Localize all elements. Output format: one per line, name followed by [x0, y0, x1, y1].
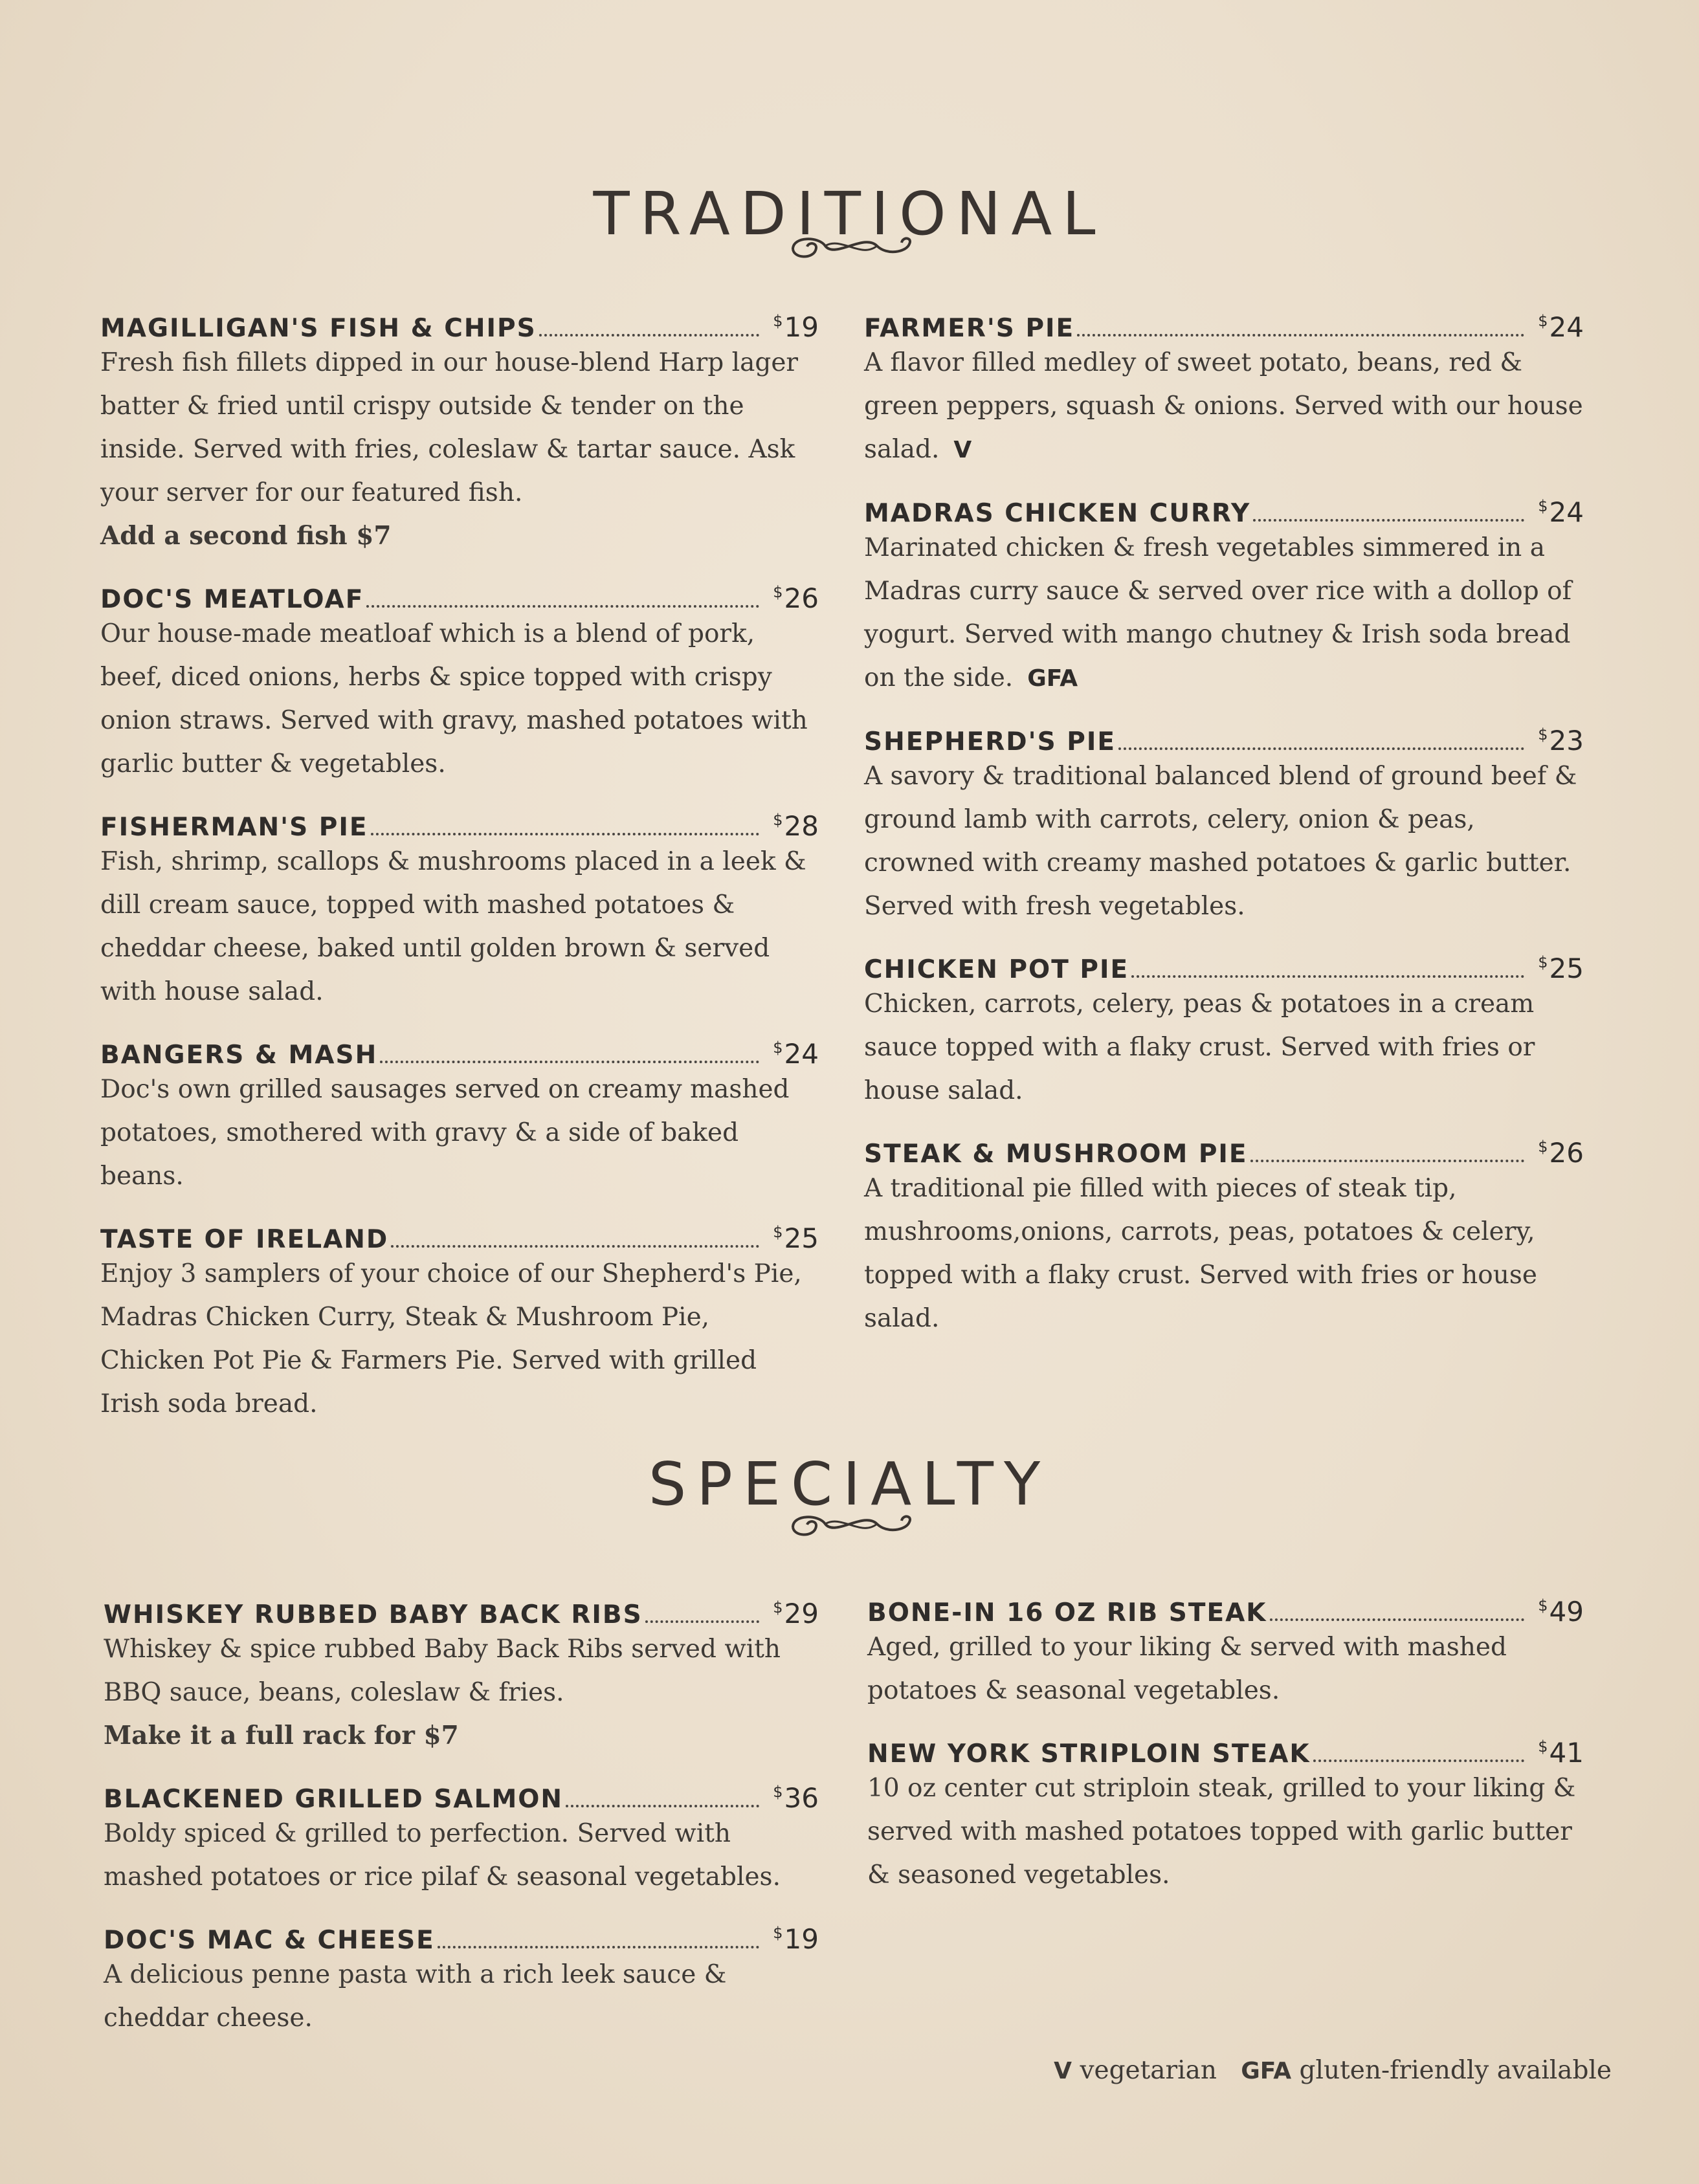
traditional-title: TRADITIONAL [593, 179, 1106, 248]
menu-item-header [100, 301, 819, 341]
menu-item-name: FISHERMAN'S PIE [100, 813, 368, 842]
currency-symbol: $ [773, 1783, 783, 1801]
menu-item-price [1533, 942, 1584, 989]
menu-item-addon-note: Make it a full rack for $7 [104, 1721, 459, 1750]
menu-item [100, 1212, 819, 1426]
price-value: 28 [784, 810, 819, 842]
dot-leader [1077, 334, 1524, 336]
menu-item-header [104, 1587, 819, 1627]
scroll-flourish-icon [780, 223, 922, 269]
scroll-flourish-icon [780, 1501, 922, 1547]
price-value: 24 [784, 1038, 819, 1070]
menu-item-name: WHISKEY RUBBED BABY BACK RIBS [104, 1600, 643, 1629]
menu-item-name: BONE-IN 16 OZ RIB STEAK [867, 1598, 1267, 1627]
price-value: 29 [784, 1598, 819, 1629]
menu-item [867, 1726, 1584, 1897]
menu-item [864, 1127, 1584, 1340]
description-text: Marinated chicken & fresh vegetables simmered in a Madras curry sauce & served over rice with a dollop of yogurt. Served with mango chutney & Irish soda bread on the side. [864, 533, 1572, 692]
dot-leader [366, 605, 759, 608]
price-value: 36 [784, 1782, 819, 1814]
legend-v-code: V [1054, 2058, 1072, 2084]
menu-item-description [864, 755, 1584, 928]
menu-item-name: DOC'S MAC & CHEESE [104, 1926, 435, 1955]
legend-gfa-text: gluten-friendly available [1299, 2056, 1612, 2085]
menu-item-description [100, 612, 819, 786]
description-text: Boldy spiced & grilled to perfection. Served with mashed potatoes or rice pilaf & seasonal vegetables. [104, 1819, 781, 1892]
traditional-left-column [100, 301, 819, 1440]
menu-item-description [104, 1812, 819, 1899]
menu-item-price [768, 1772, 819, 1818]
menu-item [104, 1772, 819, 1899]
menu-item-header [864, 301, 1584, 341]
menu-item-name: BLACKENED GRILLED SALMON [104, 1785, 564, 1814]
traditional-right-column [864, 301, 1584, 1354]
menu-item-description [100, 341, 819, 514]
price-value: 25 [1549, 953, 1584, 984]
menu-item-header [104, 1772, 819, 1812]
menu-item-name: TASTE OF IRELAND [100, 1225, 389, 1254]
menu-item [864, 486, 1584, 700]
dot-leader [371, 833, 759, 835]
currency-symbol: $ [1538, 1596, 1548, 1615]
description-text: 10 oz center cut striploin steak, grilled to your liking & served with mashed potatoes topped with garlic butter & seasoned vegetables. [867, 1774, 1576, 1890]
currency-symbol: $ [773, 583, 783, 601]
currency-symbol: $ [1538, 725, 1548, 744]
price-value: 24 [1549, 496, 1584, 528]
dot-leader [539, 334, 759, 336]
menu-item-description [100, 1068, 819, 1198]
menu-item-description [867, 1626, 1584, 1712]
currency-symbol: $ [1538, 497, 1548, 515]
dot-leader [438, 1946, 759, 1948]
description-text: A delicious penne pasta with a rich leek sauce & cheddar cheese. [104, 1960, 727, 2033]
menu-item-addon-note: Add a second fish $7 [100, 521, 392, 551]
menu-item [100, 572, 819, 786]
menu-item-name: MAGILLIGAN'S FISH & CHIPS [100, 314, 537, 343]
menu-item-price [1533, 1127, 1584, 1173]
menu-item [100, 800, 819, 1013]
price-value: 19 [784, 311, 819, 343]
menu-item-description [864, 526, 1584, 700]
menu-item-name: NEW YORK STRIPLOIN STEAK [867, 1739, 1311, 1769]
dietary-tag: V [953, 437, 972, 463]
menu-item-header [864, 714, 1584, 755]
price-value: 24 [1549, 311, 1584, 343]
menu-item-price [1533, 1585, 1584, 1632]
dot-leader [1250, 1160, 1524, 1162]
dot-leader [1118, 747, 1524, 750]
legend-v-text: vegetarian [1080, 2056, 1217, 2085]
dot-leader [1253, 519, 1524, 522]
menu-item-description [864, 1167, 1584, 1340]
description-text: Fish, shrimp, scallops & mushrooms placed in a leek & dill cream sauce, topped with mashed potatoes & cheddar cheese, baked until golden brown & served with house salad. [100, 847, 806, 1006]
menu-item-description [104, 1627, 819, 1714]
currency-symbol: $ [1538, 1138, 1548, 1156]
menu-item [104, 1587, 819, 1758]
currency-symbol: $ [773, 312, 783, 330]
currency-symbol: $ [773, 1039, 783, 1057]
dot-leader [566, 1805, 759, 1807]
menu-item-header [100, 572, 819, 612]
menu-item-price [768, 572, 819, 619]
menu-item-description [100, 840, 819, 1013]
menu-item-description [104, 1953, 819, 2040]
menu-item-price [1533, 301, 1584, 347]
menu-item [104, 1913, 819, 2040]
description-text: Doc's own grilled sausages served on creamy mashed potatoes, smothered with gravy & a side of baked beans. [100, 1075, 790, 1191]
dot-leader [645, 1620, 759, 1623]
specialty-right-column [867, 1585, 1584, 1911]
dot-leader [1131, 975, 1524, 978]
menu-item-header [864, 942, 1584, 982]
price-value: 26 [784, 582, 819, 614]
description-text: A savory & traditional balanced blend of ground beef & ground lamb with carrots, celery, onion & peas, crowned with creamy mashed potatoes & garlic butter. Served with fresh vegetables. [864, 762, 1577, 921]
currency-symbol: $ [1538, 953, 1548, 971]
menu-item-header [100, 1212, 819, 1252]
currency-symbol: $ [1538, 1737, 1548, 1756]
menu-item-name: STEAK & MUSHROOM PIE [864, 1140, 1248, 1169]
menu-item-description [864, 341, 1584, 472]
menu-item-name: DOC'S MEATLOAF [100, 585, 364, 614]
menu-item-price [768, 1913, 819, 1959]
menu-item-header [100, 1028, 819, 1068]
description-text: Chicken, carrots, celery, peas & potatoes in a cream sauce topped with a flaky crust. Served with fries or house salad. [864, 989, 1535, 1105]
menu-item-header [104, 1913, 819, 1953]
description-text: A traditional pie filled with pieces of steak tip, mushrooms,onions, carrots, peas, potatoes & celery, topped with a flaky crust. Served with fries or house salad. [864, 1174, 1537, 1333]
legend-gfa-code: GFA [1241, 2058, 1292, 2084]
menu-item-header [867, 1585, 1584, 1626]
price-value: 25 [784, 1222, 819, 1254]
menu-item-header [867, 1726, 1584, 1767]
menu-item-name: CHICKEN POT PIE [864, 955, 1129, 984]
menu-item [100, 301, 819, 558]
currency-symbol: $ [773, 1924, 783, 1942]
price-value: 26 [1549, 1137, 1584, 1169]
menu-item [100, 1028, 819, 1198]
menu-item [864, 714, 1584, 928]
price-value: 19 [784, 1923, 819, 1955]
description-text: A flavor filled medley of sweet potato, beans, red & green peppers, squash & onions. Served with our house salad. [864, 348, 1583, 464]
menu-item-header [864, 486, 1584, 526]
description-text: Our house-made meatloaf which is a blend of pork, beef, diced onions, herbs & spice topped with crispy onion straws. Served with gravy, mashed potatoes with garlic butter & vegetables. [100, 619, 808, 778]
menu-legend [1054, 2051, 1612, 2091]
dot-leader [1270, 1618, 1524, 1621]
description-text: Aged, grilled to your liking & served with mashed potatoes & seasonal vegetables. [867, 1633, 1507, 1705]
dot-leader [380, 1061, 759, 1063]
currency-symbol: $ [773, 1598, 783, 1616]
specialty-left-column [104, 1587, 819, 2054]
price-value: 49 [1549, 1596, 1584, 1627]
menu-item-name: SHEPHERD'S PIE [864, 727, 1116, 756]
specialty-title: SPECIALTY [648, 1449, 1051, 1519]
menu-item [864, 301, 1584, 472]
description-text: Fresh fish fillets dipped in our house-blend Harp lager batter & fried until crispy outside & tender on the inside. Served with fries, coleslaw & tartar sauce. Ask your server for our featured fish. [100, 348, 799, 507]
menu-item-description [100, 1252, 819, 1426]
description-text: Enjoy 3 samplers of your choice of our Shepherd's Pie, Madras Chicken Curry, Steak & Mushroom Pie, Chicken Pot Pie & Farmers Pie. Served with grilled Irish soda bread. [100, 1259, 802, 1418]
menu-item-name: MADRAS CHICKEN CURRY [864, 499, 1251, 528]
menu-item-header [864, 1127, 1584, 1167]
currency-symbol: $ [773, 1223, 783, 1241]
price-value: 23 [1549, 725, 1584, 756]
menu-item-name: BANGERS & MASH [100, 1041, 378, 1070]
menu-item [867, 1585, 1584, 1712]
dietary-tag: GFA [1027, 665, 1078, 692]
menu-item [864, 942, 1584, 1112]
price-value: 41 [1549, 1737, 1584, 1769]
currency-symbol: $ [773, 811, 783, 829]
menu-item-header [100, 800, 819, 840]
menu-item-description [864, 982, 1584, 1112]
description-text: Whiskey & spice rubbed Baby Back Ribs served with BBQ sauce, beans, coleslaw & fries. [104, 1635, 781, 1707]
dot-leader [1313, 1759, 1524, 1762]
dot-leader [391, 1245, 759, 1248]
menu-item-name: FARMER'S PIE [864, 314, 1075, 343]
currency-symbol: $ [1538, 312, 1548, 330]
menu-item-description [867, 1767, 1584, 1897]
